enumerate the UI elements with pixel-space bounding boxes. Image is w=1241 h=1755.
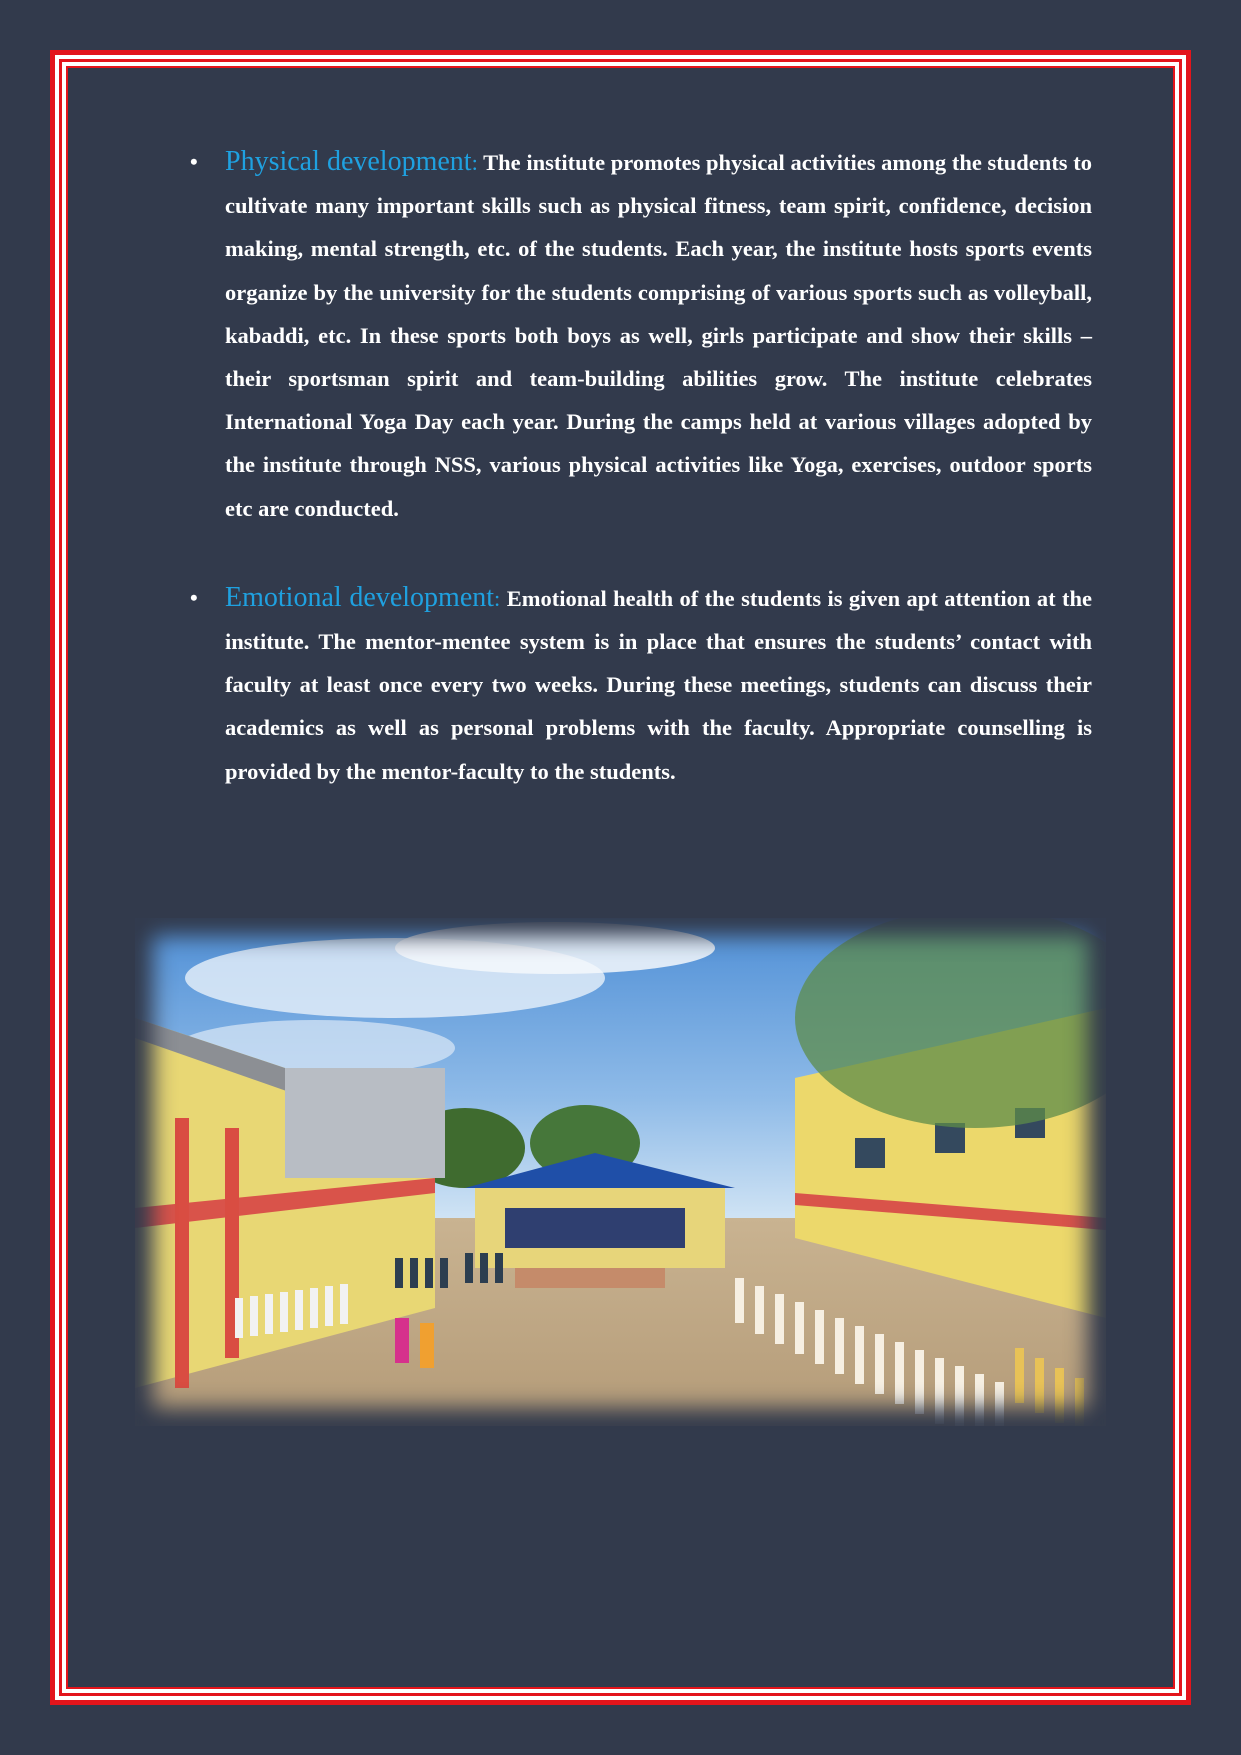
left-shed	[285, 1068, 445, 1178]
pillar	[175, 1118, 189, 1388]
document-body	[180, 140, 1092, 793]
person-saree	[420, 1323, 434, 1368]
stage-entrance	[505, 1208, 685, 1248]
person-saree	[395, 1318, 409, 1363]
window	[855, 1138, 885, 1168]
bullet-icon: •	[190, 149, 198, 174]
stage-steps	[515, 1268, 665, 1288]
physical-development-heading: Physical development	[225, 146, 472, 177]
cloud	[395, 922, 715, 974]
bullet-physical-development	[180, 140, 1092, 530]
campus-assembly-photo	[135, 918, 1106, 1426]
bullet-icon: •	[190, 584, 198, 610]
campus-photo-illustration	[135, 918, 1106, 1426]
bullet-emotional-development	[180, 576, 1092, 793]
emotional-development-heading: Emotional development	[225, 581, 495, 613]
heading-colon: :	[471, 150, 478, 175]
heading-colon: :	[494, 585, 501, 611]
emotional-development-text: Emotional health of the students is given apt attention at the institute. The mentor-mentee system is in place that ensures the students’ contact with faculty at least once every two weeks. During these meetings, students can discuss their academics as well as personal problems with the faculty. Appropriate counselling is provided by the mentor-faculty to the students.	[225, 585, 1092, 784]
physical-development-text: The institute promotes physical activities among the students to cultivate many important skills such as physical fitness, team spirit, confidence, decision making, mental strength, etc. of the students. Each year, the institute hosts sports events organize by the university for the students comprising of various sports such as volleyball, kabaddi, etc. In these sports both boys as well, girls participate and show their skills – their sportsman spirit and team-building abilities grow. The institute celebrates International Yoga Day each year. During the camps held at various villages adopted by the institute through NSS, various physical activities like Yoga, exercises, outdoor sports etc are conducted.	[225, 150, 1093, 521]
